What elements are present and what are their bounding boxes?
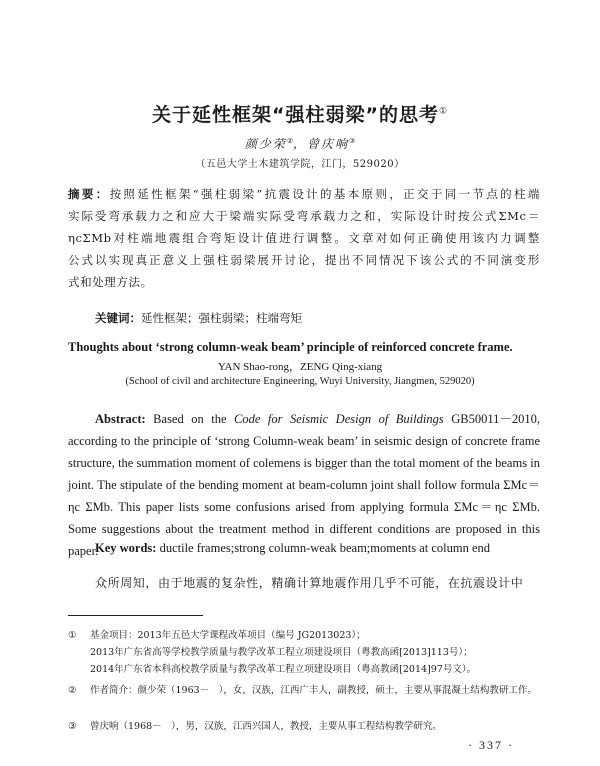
abstract-cn-text: 按照延性框架“强柱弱梁”抗震设计的基本原则，正交于同一节点的柱端	[109, 187, 540, 201]
footnote-mark: ③	[68, 721, 77, 732]
paper-title-text: 关于延性框架“强柱弱梁”的思考	[151, 104, 439, 126]
footnote-line: 2013年广东省高等学校教学质量与教学改革工程立项建设项目（粤教高函[2013]113号）；	[90, 647, 473, 658]
abstract-cn-line: 式和处理方法。	[68, 275, 153, 289]
footnote	[68, 682, 538, 699]
author-separator: ，	[292, 137, 307, 151]
abstract-cn-line: ηcΣMb对柱端地震组合弯矩设计值进行调整。文章对如何正确使用该内力调整	[68, 231, 540, 245]
paper-title-en: Thoughts about ‘strong column-weak beam’ principle of reinforced concrete frame.	[68, 340, 513, 354]
authors-en: YAN Shao-rong，ZENG Qing-xiang	[217, 361, 383, 373]
abstract-cn-label: 摘要：	[68, 187, 110, 201]
abstract-en-text: Based on the	[145, 412, 235, 426]
authors-cn	[0, 135, 600, 152]
keywords-cn	[95, 310, 302, 326]
footnote	[68, 718, 548, 735]
footnote-line	[68, 682, 538, 699]
abstract-en-label: Abstract:	[95, 412, 146, 426]
abstract-cn-line: 公式以实现真正意义上强柱弱梁展开讨论，提出不同情况下该公式的不同演变形	[68, 253, 540, 267]
keywords-en-text: ductile frames;strong column-weak beam;moments at column end	[156, 541, 491, 555]
code-title: Code for Seismic Design of Buildings	[234, 412, 444, 426]
footnote-text: 作者简介：颜少荣（1963－ ），女，汉族，江西广丰人，副教授，硕士，主要从事混凝土结构教研工作。	[90, 685, 537, 696]
title-footnote-mark: ①	[438, 106, 449, 117]
author-note-mark: ③	[349, 137, 356, 145]
author-name: 颜少荣	[244, 137, 287, 151]
body-text: 众所周知，由于地震的复杂性，精确计算地震作用几乎不可能，在抗震设计中	[95, 576, 524, 590]
keywords-cn-text: 延性框架；强柱弱梁；柱端弯矩	[141, 311, 302, 325]
footnote-line: 2014年广东省本科高校教学质量与教学改革工程立项建设项目（粤高教函[2014]97号文）。	[90, 664, 477, 675]
page-number: · 337 ·	[468, 738, 514, 752]
affiliation-cn: （五邑大学土木建筑学院，江门，529020）	[195, 159, 405, 170]
abstract-en	[68, 408, 540, 562]
affiliation-en: (School of civil and architecture Engineering, Wuyi University, Jiangmen, 529020)	[125, 376, 475, 387]
footnote-mark: ①	[68, 630, 77, 641]
footnote-text: 基金项目：2013年五邑大学课程改革项目（编号 JG2013023）；	[90, 630, 366, 641]
keywords-en	[95, 541, 555, 556]
footnote-mark: ②	[68, 685, 77, 696]
footnote-line	[68, 718, 548, 735]
abstract-cn-line: 实际受弯承载力之和应大于梁端实际受弯承载力之和，实际设计时按公式ΣMc＝	[68, 209, 540, 223]
footnote-text: 曾庆响（1968－ ），男，汉族，江西兴国人，教授，主要从事工程结构教学研究。	[90, 721, 442, 732]
author-note-mark: ②	[286, 137, 293, 145]
footnote-divider	[68, 615, 203, 616]
abstract-cn-line	[68, 183, 540, 205]
author-name: 曾庆响	[307, 137, 350, 151]
footnote-line	[68, 627, 548, 644]
paper-title	[0, 100, 600, 127]
keywords-en-label: Key words:	[95, 541, 157, 555]
abstract-en-text: GB50011－2010, according to the principle of ‘strong Column-weak beam’ in seismic design of concrete frame structure, the summation moment of colemens is bigger than the total moment of the beams in joint. The stipulate of the bending moment at beam-column joint shall follow formula ΣMc＝ηc ΣMb. This paper lists some confusions arised from applying formula ΣMc＝ηc ΣMb. Some suggestions about the treatment method in different conditions are proposed in this paper.	[68, 412, 540, 558]
keywords-cn-label: 关键词：	[95, 311, 141, 325]
footnote	[68, 627, 548, 678]
